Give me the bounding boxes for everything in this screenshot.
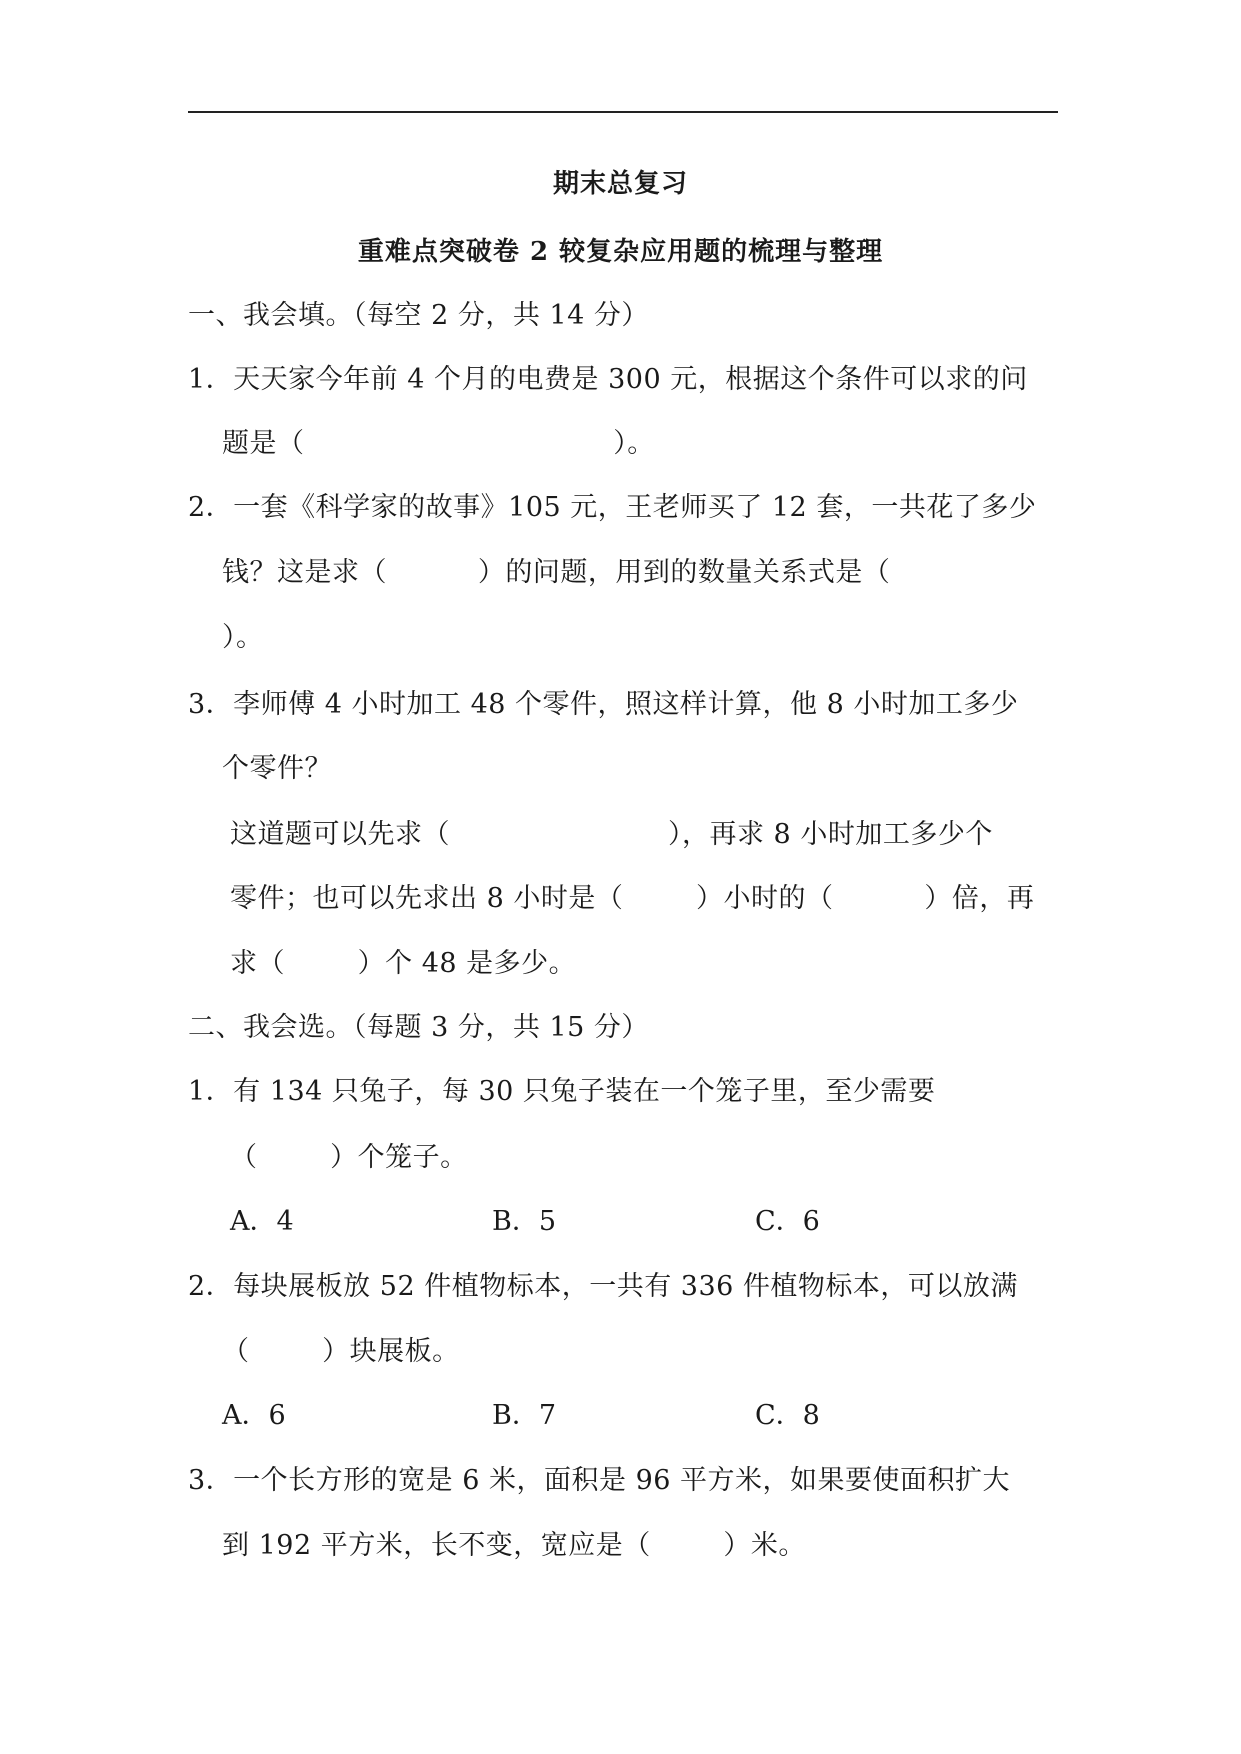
s2-q1-option-b: B．5 bbox=[492, 1206, 557, 1237]
s2-q2-option-c: C．8 bbox=[755, 1400, 820, 1431]
s2-q3-line1: 3．一个长方形的宽是 6 米，面积是 96 平方米，如果要使面积扩大 bbox=[188, 1465, 1011, 1496]
page-title: 期末总复习 bbox=[552, 169, 688, 199]
s1-q2-line1: 2．一套《科学家的故事》105 元，王老师买了 12 套，一共花了多少 bbox=[188, 492, 1037, 523]
s2-q2-option-b: B．7 bbox=[492, 1400, 557, 1431]
s1-q3-line1: 3．李师傅 4 小时加工 48 个零件，照这样计算，他 8 小时加工多少 bbox=[188, 689, 1019, 720]
section-2-heading: 二、我会选。（每题 3 分，共 15 分） bbox=[188, 1012, 649, 1043]
s2-q3-line2: 到 192 平方米，长不变，宽应是（ ）米。 bbox=[222, 1530, 806, 1561]
s2-q1-option-a: A．4 bbox=[230, 1206, 294, 1237]
s2-q2-option-a: A．6 bbox=[222, 1400, 286, 1431]
s1-q3-line4: 零件；也可以先求出 8 小时是（ ）小时的（ ）倍，再 bbox=[230, 883, 1035, 914]
s2-q1-line1: 1．有 134 只兔子，每 30 只兔子装在一个笼子里，至少需要 bbox=[188, 1076, 936, 1107]
s1-q2-line2: 钱？这是求（ ）的问题，用到的数量关系式是（ bbox=[222, 557, 891, 588]
s1-q1-line1: 1．天天家今年前 4 个月的电费是 300 元，根据这个条件可以求的问 bbox=[188, 364, 1028, 395]
s2-q1-option-c: C．6 bbox=[755, 1206, 820, 1237]
s1-q3-line2: 个零件？ bbox=[222, 753, 332, 784]
s2-q2-line1: 2．每块展板放 52 件植物标本，一共有 336 件植物标本，可以放满 bbox=[188, 1271, 1018, 1302]
s1-q1-line2: 题是（ ）。 bbox=[222, 428, 655, 459]
section-1-heading: 一、我会填。（每空 2 分，共 14 分） bbox=[188, 300, 649, 331]
s1-q2-line3: ）。 bbox=[222, 622, 264, 653]
s1-q3-line3: 这道题可以先求（ ），再求 8 小时加工多少个 bbox=[230, 819, 993, 850]
s2-q1-line2: （ ）个笼子。 bbox=[230, 1142, 468, 1173]
s1-q3-line5: 求（ ）个 48 是多少。 bbox=[230, 948, 577, 979]
header-rule bbox=[188, 111, 1058, 113]
s2-q2-line2: （ ）块展板。 bbox=[222, 1336, 460, 1367]
page-subtitle: 重难点突破卷 2 较复杂应用题的梳理与整理 bbox=[357, 237, 884, 267]
